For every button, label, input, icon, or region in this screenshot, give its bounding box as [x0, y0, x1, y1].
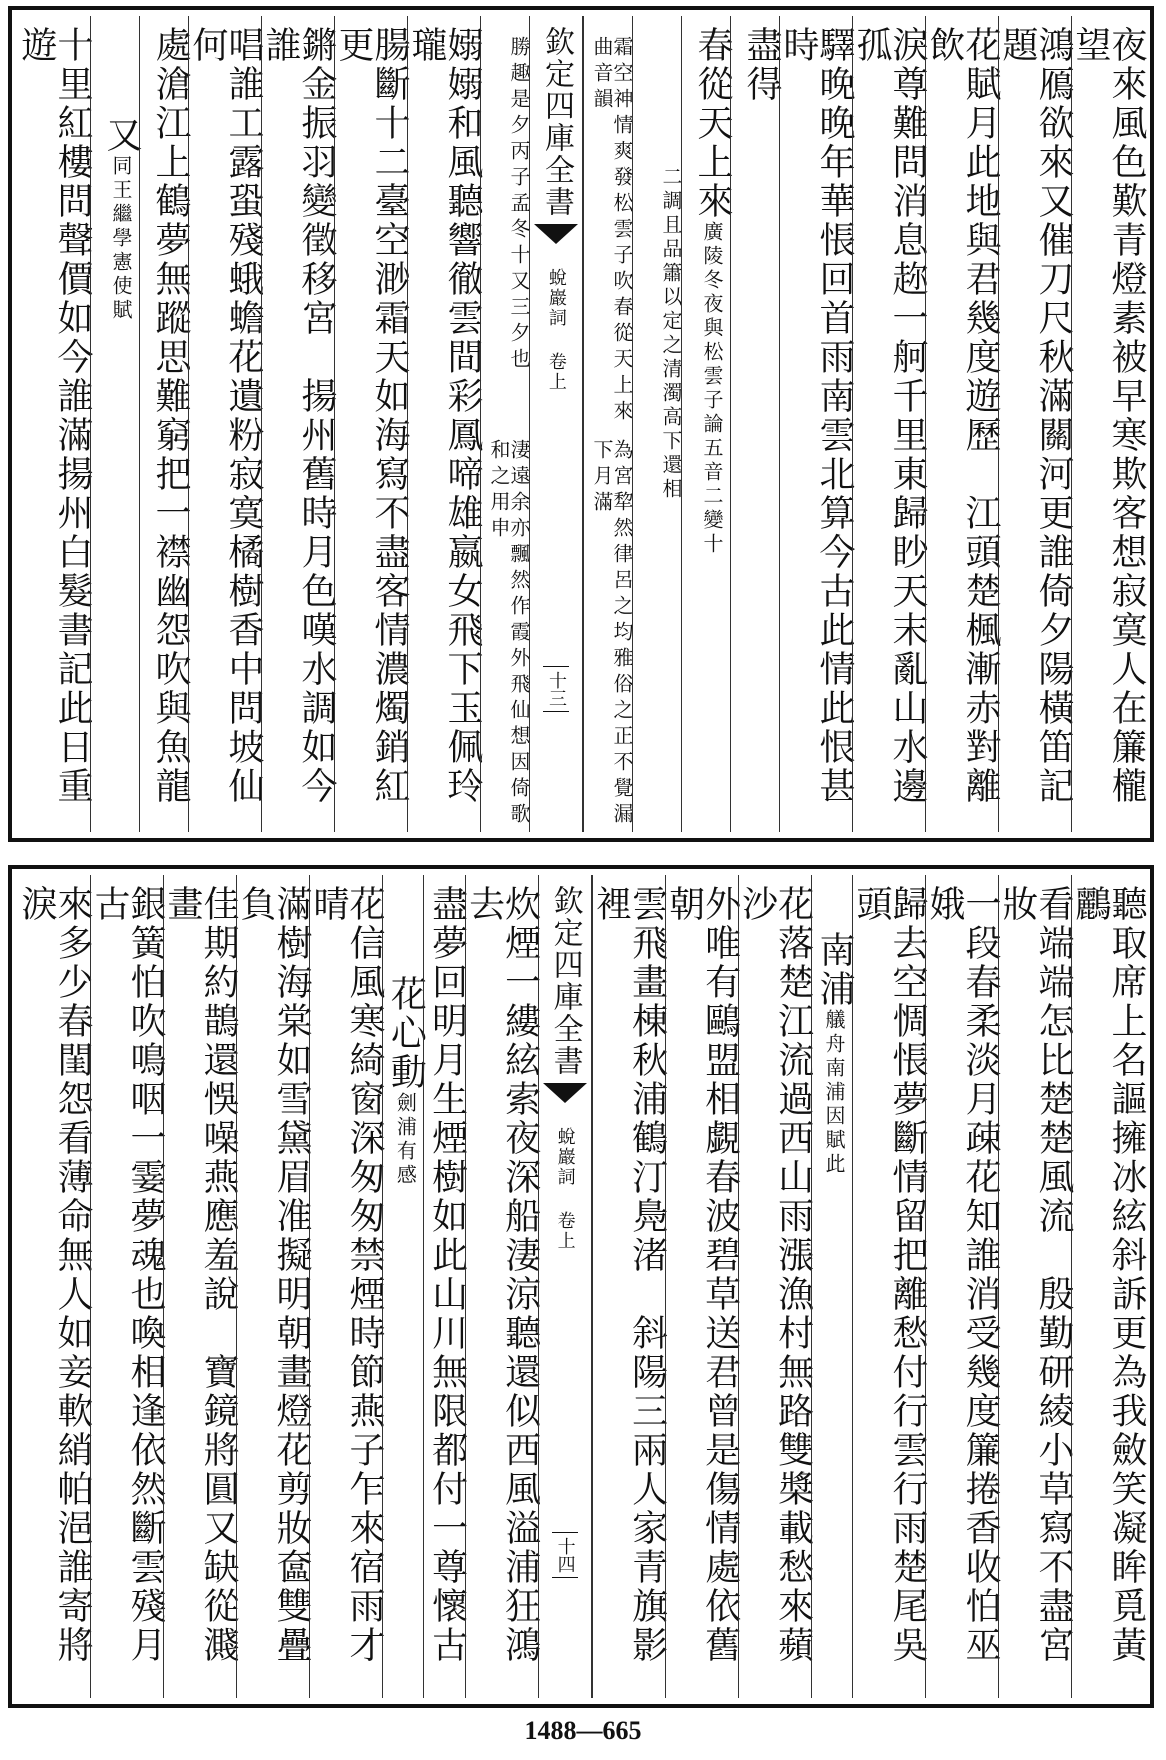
text-column: 驛晚晚年華悵回首雨南雲北算今古此情此恨甚時	[779, 16, 852, 832]
text-column: 聽取席上名謳擁冰絃斜訴更為我斂笑凝眸覓黃鸝	[1071, 875, 1144, 1698]
text-column: 銀簧怕吹鳴咽一霎夢魂也喚相逢依然斷雲殘月古	[90, 875, 163, 1698]
text-column: 一段春柔淡月疎花知誰消受幾度簾捲香收怕巫娥	[925, 875, 998, 1698]
text-column: 盡夢回明月生煙樹如此山川無限都付一尊懷古	[423, 875, 464, 1698]
page-number: 十四	[552, 1532, 578, 1578]
bottom-page	[8, 865, 1154, 1708]
text-column: 鴻鴈欲來又催刀尺秋滿關河更誰倚夕陽橫笛記題	[998, 16, 1071, 832]
footer-page-code: 1488—665	[524, 1716, 642, 1745]
preface-double-column	[480, 16, 529, 832]
volume-label: 卷上	[545, 352, 567, 392]
text-column: 看端端怎比楚楚風流 殷勤研綾小草寫不盡宮妝	[998, 875, 1071, 1698]
text-column: 花賦月此地與君幾度遊歷 江頭楚楓漸赤對離飲	[925, 16, 998, 832]
text-column: 唱誰工露蛩殘蛾蟾花遺粉寂寞橘樹香中問坡仙何	[188, 16, 261, 832]
text-column: 滿樹海棠如雪黛眉准擬明朝畫燈花剪妝奩雙疊負	[236, 875, 309, 1698]
poem-title: 南浦	[814, 931, 855, 1009]
volume-label: 卷上	[554, 1211, 576, 1251]
text-column: 鏘金振羽變徵移宮 揚州舊時月色嘆水調如今誰	[261, 16, 334, 832]
poem-title-column	[382, 875, 427, 1698]
preface-line: 勝趣是夕丙子孟冬十又三夕也	[507, 36, 531, 374]
text-column: 腸斷十二臺空渺霜天如海寫不盡客情濃燭銷紅更	[334, 16, 407, 832]
fish-tail-mark	[543, 1083, 587, 1103]
preface-column: 二調且品簫以定之清濁高下還相	[632, 16, 681, 832]
text-column: 花信風寒綺窗深匆匆禁煙時節燕子乍來宿雨才晴	[309, 875, 382, 1698]
text-column: 十里紅樓問聲價如今誰滿揚州白髮書記此日重遊	[16, 26, 93, 806]
poem-title: 春從天上來	[692, 26, 733, 221]
preface-line: 廣陵冬夜與松雲子論五音二變十	[700, 221, 724, 557]
preface-line: 為宮犂然律呂之均雅俗之正不覺漏下月滿	[590, 439, 634, 829]
header-title: 欽定四庫全書	[539, 26, 574, 218]
poem-title-column	[811, 875, 855, 1698]
poem-title-column	[681, 16, 733, 832]
top-page	[8, 6, 1154, 842]
text-column: 處滄江上鶴夢無蹤思難窮把一襟幽怨吹與魚龍	[139, 16, 188, 832]
text-column: 炊煙一縷絃索夜深船淒涼聽還似西風溢浦狂鴻去	[465, 875, 538, 1698]
poem-title-column	[90, 16, 142, 832]
text-column: 淚尊難問消息趂一舸千里東歸眇天末亂山水邊孤	[852, 16, 925, 832]
center-margin	[529, 16, 583, 832]
text-column: 來多少春閨怨看薄命無人如妾軟綃帕浥誰寄將淚	[16, 885, 94, 1665]
poem-title: 又	[101, 116, 142, 155]
preface-line: 霜空神情爽發松雲子吹春從天上來曲音韻	[590, 36, 634, 426]
text-column: 盡得	[730, 16, 779, 832]
poem-subtitle: 同王繼學憲使賦	[109, 155, 133, 323]
text-column: 嫋嫋和風聽響徹雲間彩鳳啼雄嬴女飛下玉佩玲瓏	[407, 16, 480, 832]
poem-title: 花心動	[385, 975, 427, 1092]
text-column: 佳期約鵲還悞噪燕應羞說 寶鏡將圓又缺從濺畫	[163, 875, 236, 1698]
text-column: 花落楚江流過西山雨漲漁村無路雙槳載愁來蘋沙	[738, 875, 811, 1698]
text-column: 夜來風色歎青燈素被早寒欺客想寂寞人在簾櫳望	[1071, 16, 1144, 832]
header-title: 欽定四庫全書	[547, 885, 583, 1077]
poem-subtitle: 艤舟南浦因賦此	[822, 1009, 846, 1177]
book-name: 蛻巖詞	[545, 268, 567, 328]
fish-tail-mark	[534, 224, 578, 244]
preface-double-column	[583, 16, 632, 832]
book-name: 蛻巖詞	[554, 1127, 576, 1187]
text-column: 外唯有鷗盟相覷春波碧草送君曾是傷情處依舊朝	[665, 875, 738, 1698]
center-margin	[538, 875, 592, 1698]
poem-subtitle: 劍浦有感	[393, 1092, 418, 1188]
page-number: 十三	[543, 666, 569, 712]
text-column: 雲飛畫棟秋浦鶴汀鳧渚 斜陽三兩人家青旗影裡	[592, 875, 665, 1698]
text-column: 歸去空惆悵夢斷情留把離愁付行雲行雨楚尾吳頭	[852, 875, 925, 1698]
preface-line: 淒遠余亦飄然作霞外飛仙想因倚歌和之用申	[487, 439, 531, 829]
